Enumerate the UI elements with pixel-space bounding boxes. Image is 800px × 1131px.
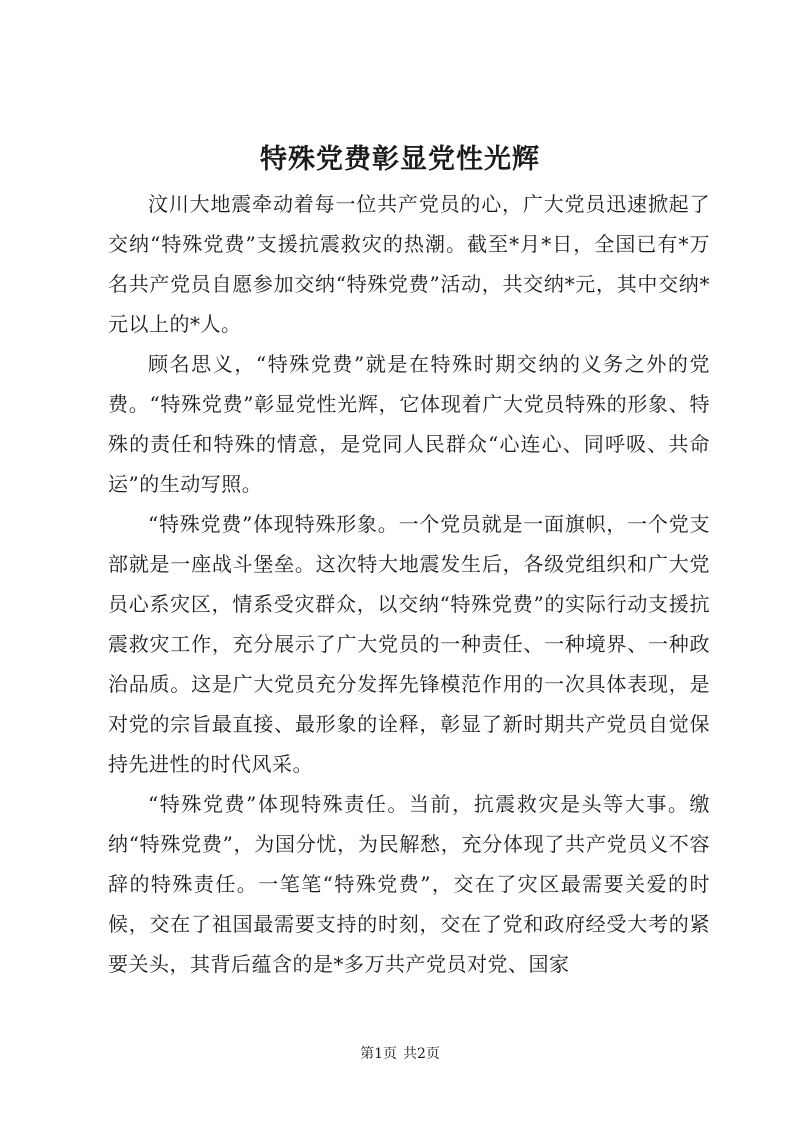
paragraph-definition: 顾名思义，“特殊党费”就是在特殊时期交纳的义务之外的党费。“特殊党费”彰显党性光辉，它体现着广大党员特殊的形象、特殊的责任和特殊的情意，是党同人民群众“心连心、同呼吸、共命运”的生动写照。	[108, 352, 710, 496]
paragraph-special-responsibility: “特殊党费”体现特殊责任。当前，抗震救灾是头等大事。缴纳“特殊党费”，为国分忧，为民解愁，充分体现了共产党员义不容辞的特殊责任。一笔笔“特殊党费”，交在了灾区最需要关爱的时候，交在了祖国最需要支持的时刻，交在了党和政府经受大考的紧要关头，其背后蕴含的是*多万共产党员对党、国家	[108, 792, 710, 976]
page-number: 第1页	[360, 1046, 397, 1062]
paragraph-intro: 汶川大地震牵动着每一位共产党员的心，广大党员迅速掀起了交纳“特殊党费”支援抗震救灾的热潮。截至*月*日，全国已有*万名共产党员自愿参加交纳“特殊党费”活动，共交纳*元，其中交纳*元以上的*人。	[108, 192, 710, 336]
document-title: 特殊党费彰显党性光辉	[260, 144, 540, 175]
page-total: 共2页	[403, 1046, 440, 1062]
paragraph-special-image: “特殊党费”体现特殊形象。一个党员就是一面旗帜，一个党支部就是一座战斗堡垒。这次特大地震发生后，各级党组织和广大党员心系灾区，情系受灾群众，以交纳“特殊党费”的实际行动支援抗震救灾工作，充分展示了广大党员的一种责任、一种境界、一种政治品质。这是广大党员充分发挥先锋模范作用的一次具体表现，是对党的宗旨最直接、最形象的诠释，彰显了新时期共产党员自觉保持先进性的时代风采。	[108, 512, 710, 776]
document-body	[108, 184, 710, 984]
page-footer	[0, 1044, 800, 1064]
